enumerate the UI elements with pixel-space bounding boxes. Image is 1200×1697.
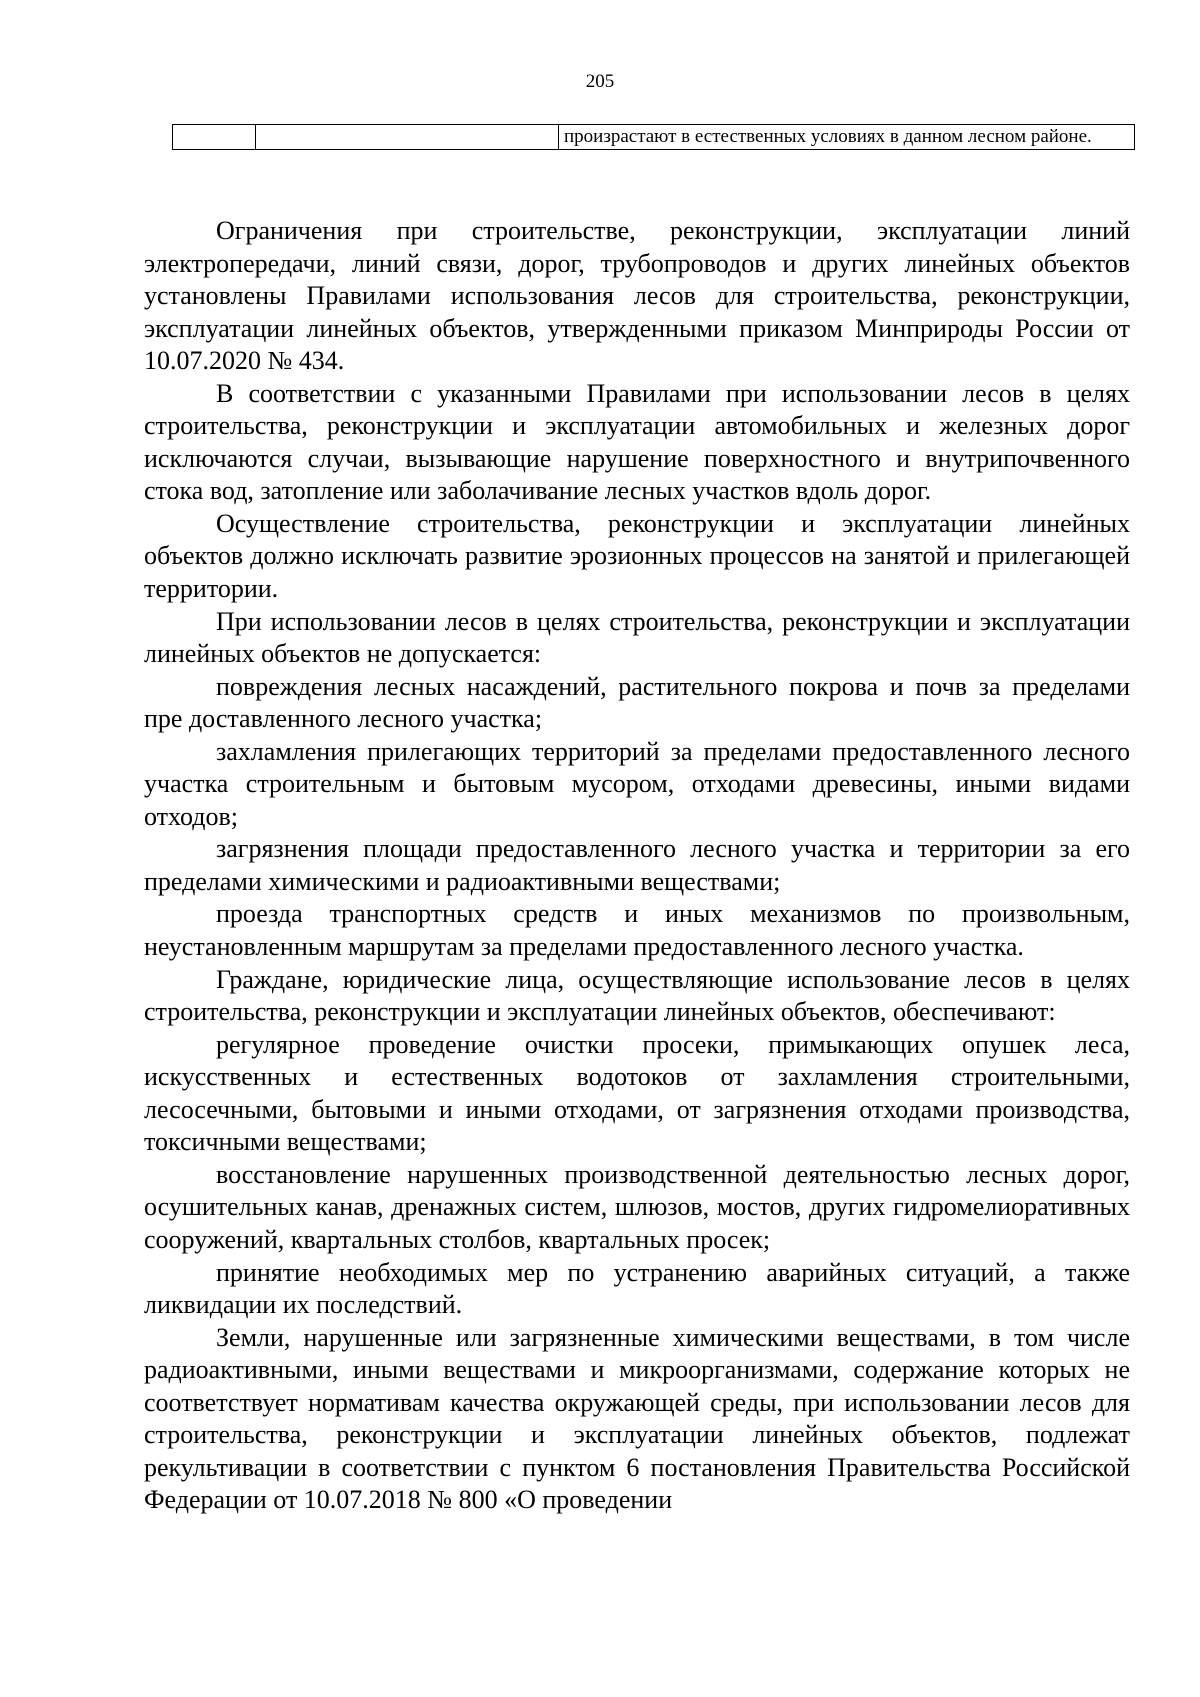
list-item: загрязнения площади предоставленного лесного участка и территории за его пределами химическими и радиоактивными веществами;: [144, 834, 1130, 896]
list-item: регулярное проведение очистки просеки, примыкающих опушек леса, искусственных и естественных водотоков от захламления строительными, лесосечными, бытовыми и иными отходами, от загрязнения отходами производства, токсичными веществами;: [144, 1029, 1130, 1157]
page-number: 205: [585, 71, 615, 92]
paragraph: Земли, нарушенные или загрязненные химическими веществами, в том числе радиоактивными, иными веществами и микроорганизмами, содержание которых не соответствует нормативам качества окружающей среды, при использовании лесов для строительства, реконструкции и эксплуатации линейных объектов, подлежат рекультивации в соответствии с пунктом 6 постановления Правительства Российской Федерации от 10.07.2018 № 800 «О проведении: [144, 1322, 1130, 1515]
paragraph: Осуществление строительства, реконструкции и эксплуатации линейных объектов должно исключать развитие эрозионных процессов на занятой и прилегающей территории.: [144, 508, 1130, 604]
list-item: захламления прилегающих территорий за пределами предоставленного лесного участка строительным и бытовым мусором, отходами древесины, иными видами отходов;: [144, 736, 1130, 831]
list-item: повреждения лесных насаждений, растительного покрова и почв за пределами пре доставленного лесного участка;: [144, 671, 1130, 734]
list-item: проезда транспортных средств и иных механизмов по произвольным, неустановленным маршрутам за пределами предоставленного лесного участка.: [144, 899, 1130, 962]
paragraph: При использовании лесов в целях строительства, реконструкции и эксплуатации линейных объектов не допускается:: [144, 606, 1130, 669]
table-cell-name: [256, 125, 559, 150]
document-body: [144, 215, 1130, 1517]
table-row: [173, 125, 1135, 150]
paragraph: Граждане, юридические лица, осуществляющие использование лесов в целях строительства, реконструкции и эксплуатации линейных объектов, обеспечивают:: [144, 964, 1130, 1027]
table-cell-description: произрастают в естественных условиях в данном лесном районе.: [559, 125, 1135, 150]
list-item: восстановление нарушенных производственной деятельностью лесных дорог, осушительных канав, дренажных систем, шлюзов, мостов, других гидромелиоративных сооружений, квартальных столбов, квартальных просек;: [144, 1159, 1130, 1254]
paragraph: В соответствии с указанными Правилами при использовании лесов в целях строительства, реконструкции и эксплуатации автомобильных и железных дорог исключаются случаи, вызывающие нарушение поверхностного и внутрипочвенного стока вод, затопление или заболачивание лесных участков вдоль дорог.: [144, 378, 1130, 506]
continuation-table: [172, 124, 1135, 150]
table-cell-number: [173, 125, 256, 150]
paragraph: Ограничения при строительстве, реконструкции, эксплуатации линий электропередачи, линий связи, дорог, трубопроводов и других линейных объектов установлены Правилами использования лесов для строительства, реконструкции, эксплуатации линейных объектов, утвержденными приказом Минприроды России от 10.07.2020 № 434.: [144, 216, 1130, 376]
list-item: принятие необходимых мер по устранению аварийных ситуаций, а также ликвидации их последствий.: [144, 1257, 1130, 1320]
